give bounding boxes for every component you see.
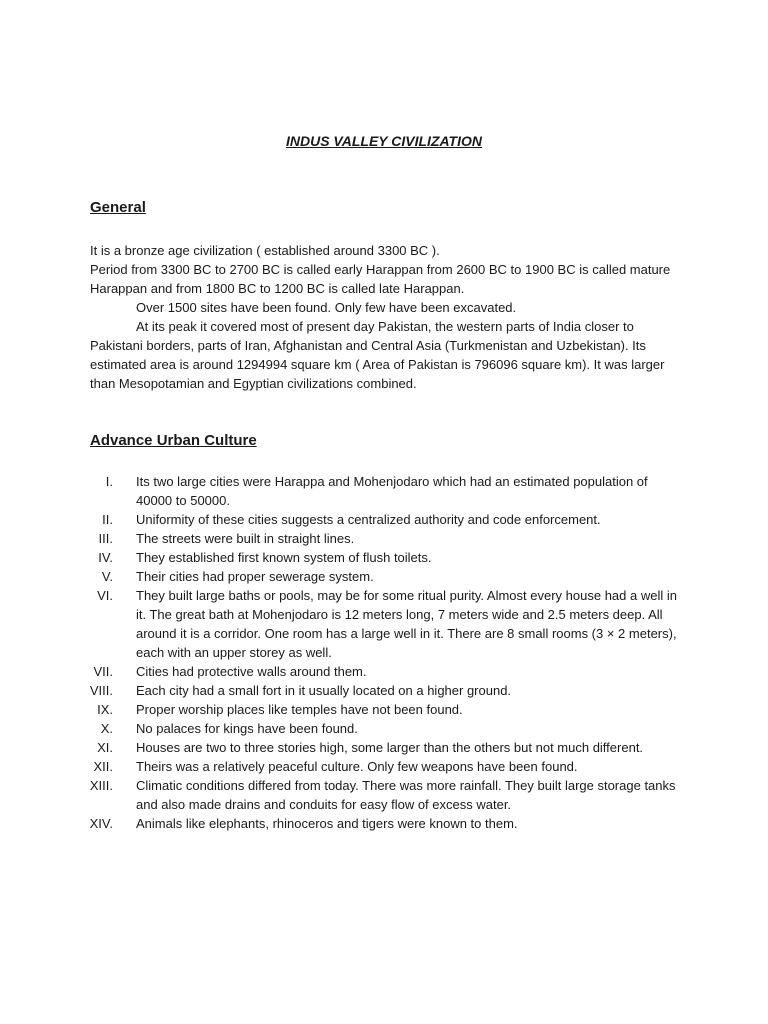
list-item [0,586,681,662]
list-item [0,567,681,586]
list-item [0,529,681,548]
list-item-text: The streets were built in straight lines. [136,531,355,546]
list-item-text: Uniformity of these cities suggests a centralized authority and code enforcement. [136,512,601,527]
list-item-number: XII. [93,759,113,774]
paragraph: At its peak it covered most of present day Pakistan, the western parts of India closer to Pakistani borders, parts of Iran, Afghanistan and Central Asia (Turkmenistan and Uzbekistan). Its estimated area is around 1294994 square km ( Area of Pakistan is 796096 square km). It was larger than Mesopotamian and Egyptian civilizations combined. [90,319,665,391]
list-item [0,548,681,567]
list-item [0,700,681,719]
list-item-text: Proper worship places like temples have not been found. [136,702,463,717]
section-heading-general: General [90,199,146,216]
list-item-text: Animals like elephants, rhinoceros and tigers were known to them. [136,816,518,831]
list-item-number: XIV. [89,816,113,831]
list-item [0,681,681,700]
list-item-text: Cities had protective walls around them. [136,664,367,679]
list-item-text: Houses are two to three stories high, some larger than the others but not much different. [136,740,644,755]
list-item-text: They built large baths or pools, may be for some ritual purity. Almost every house had a well in it. The great bath at Mohenjodaro is 12 meters long, 7 meters wide and 2.5 meters deep. All around it is a corridor. One room has a large well in it. There are 8 small rooms (3 × 2 meters), each with an upper storey as well. [136,588,677,660]
list-item-number: VIII. [89,683,113,698]
list-item-number: III. [98,531,113,546]
section-heading-advance-urban-culture: Advance Urban Culture [90,432,257,449]
list-item [0,757,681,776]
list-item [0,776,681,814]
document-title: INDUS VALLEY CIVILIZATION [285,133,482,149]
list-item [0,472,681,510]
list-item-number: XIII. [89,778,113,793]
list-item-number: VII. [93,664,113,679]
list-item-number: VI. [97,588,113,603]
paragraph: It is a bronze age civilization ( established around 3300 BC ). [90,243,440,258]
list-item-number: II. [102,512,113,527]
list-item-text: Their cities had proper sewerage system. [136,569,374,584]
list-item [0,719,681,738]
list-item-number: IX. [97,702,113,717]
list-item-text: No palaces for kings have been found. [136,721,358,736]
list-item [0,738,681,757]
paragraph: Over 1500 sites have been found. Only few have been excavated. [136,300,517,315]
list-item-text: Each city had a small fort in it usually located on a higher ground. [136,683,512,698]
list-item [0,662,681,681]
list-item-text: Theirs was a relatively peaceful culture. Only few weapons have been found. [136,759,578,774]
list-item-text: They established first known system of flush toilets. [136,550,432,565]
list-item-text: Climatic conditions differed from today. There was more rainfall. They built large storage tanks and also made drains and conduits for easy flow of excess water. [136,778,676,812]
list-item [0,510,681,529]
paragraph: Period from 3300 BC to 2700 BC is called early Harappan from 2600 BC to 1900 BC is called mature Harappan and from 1800 BC to 1200 BC is called late Harappan. [90,262,671,296]
list-item-number: XI. [97,740,113,755]
list-item-number: I. [105,474,113,489]
general-section-body [90,241,680,393]
urban-culture-list [0,472,768,833]
list-item [0,814,681,833]
list-item-text: Its two large cities were Harappa and Mohenjodaro which had an estimated population of 40000 to 50000. [136,474,648,508]
list-item-number: V. [101,569,113,584]
list-item-number: IV. [98,550,113,565]
list-item-number: X. [100,721,113,736]
